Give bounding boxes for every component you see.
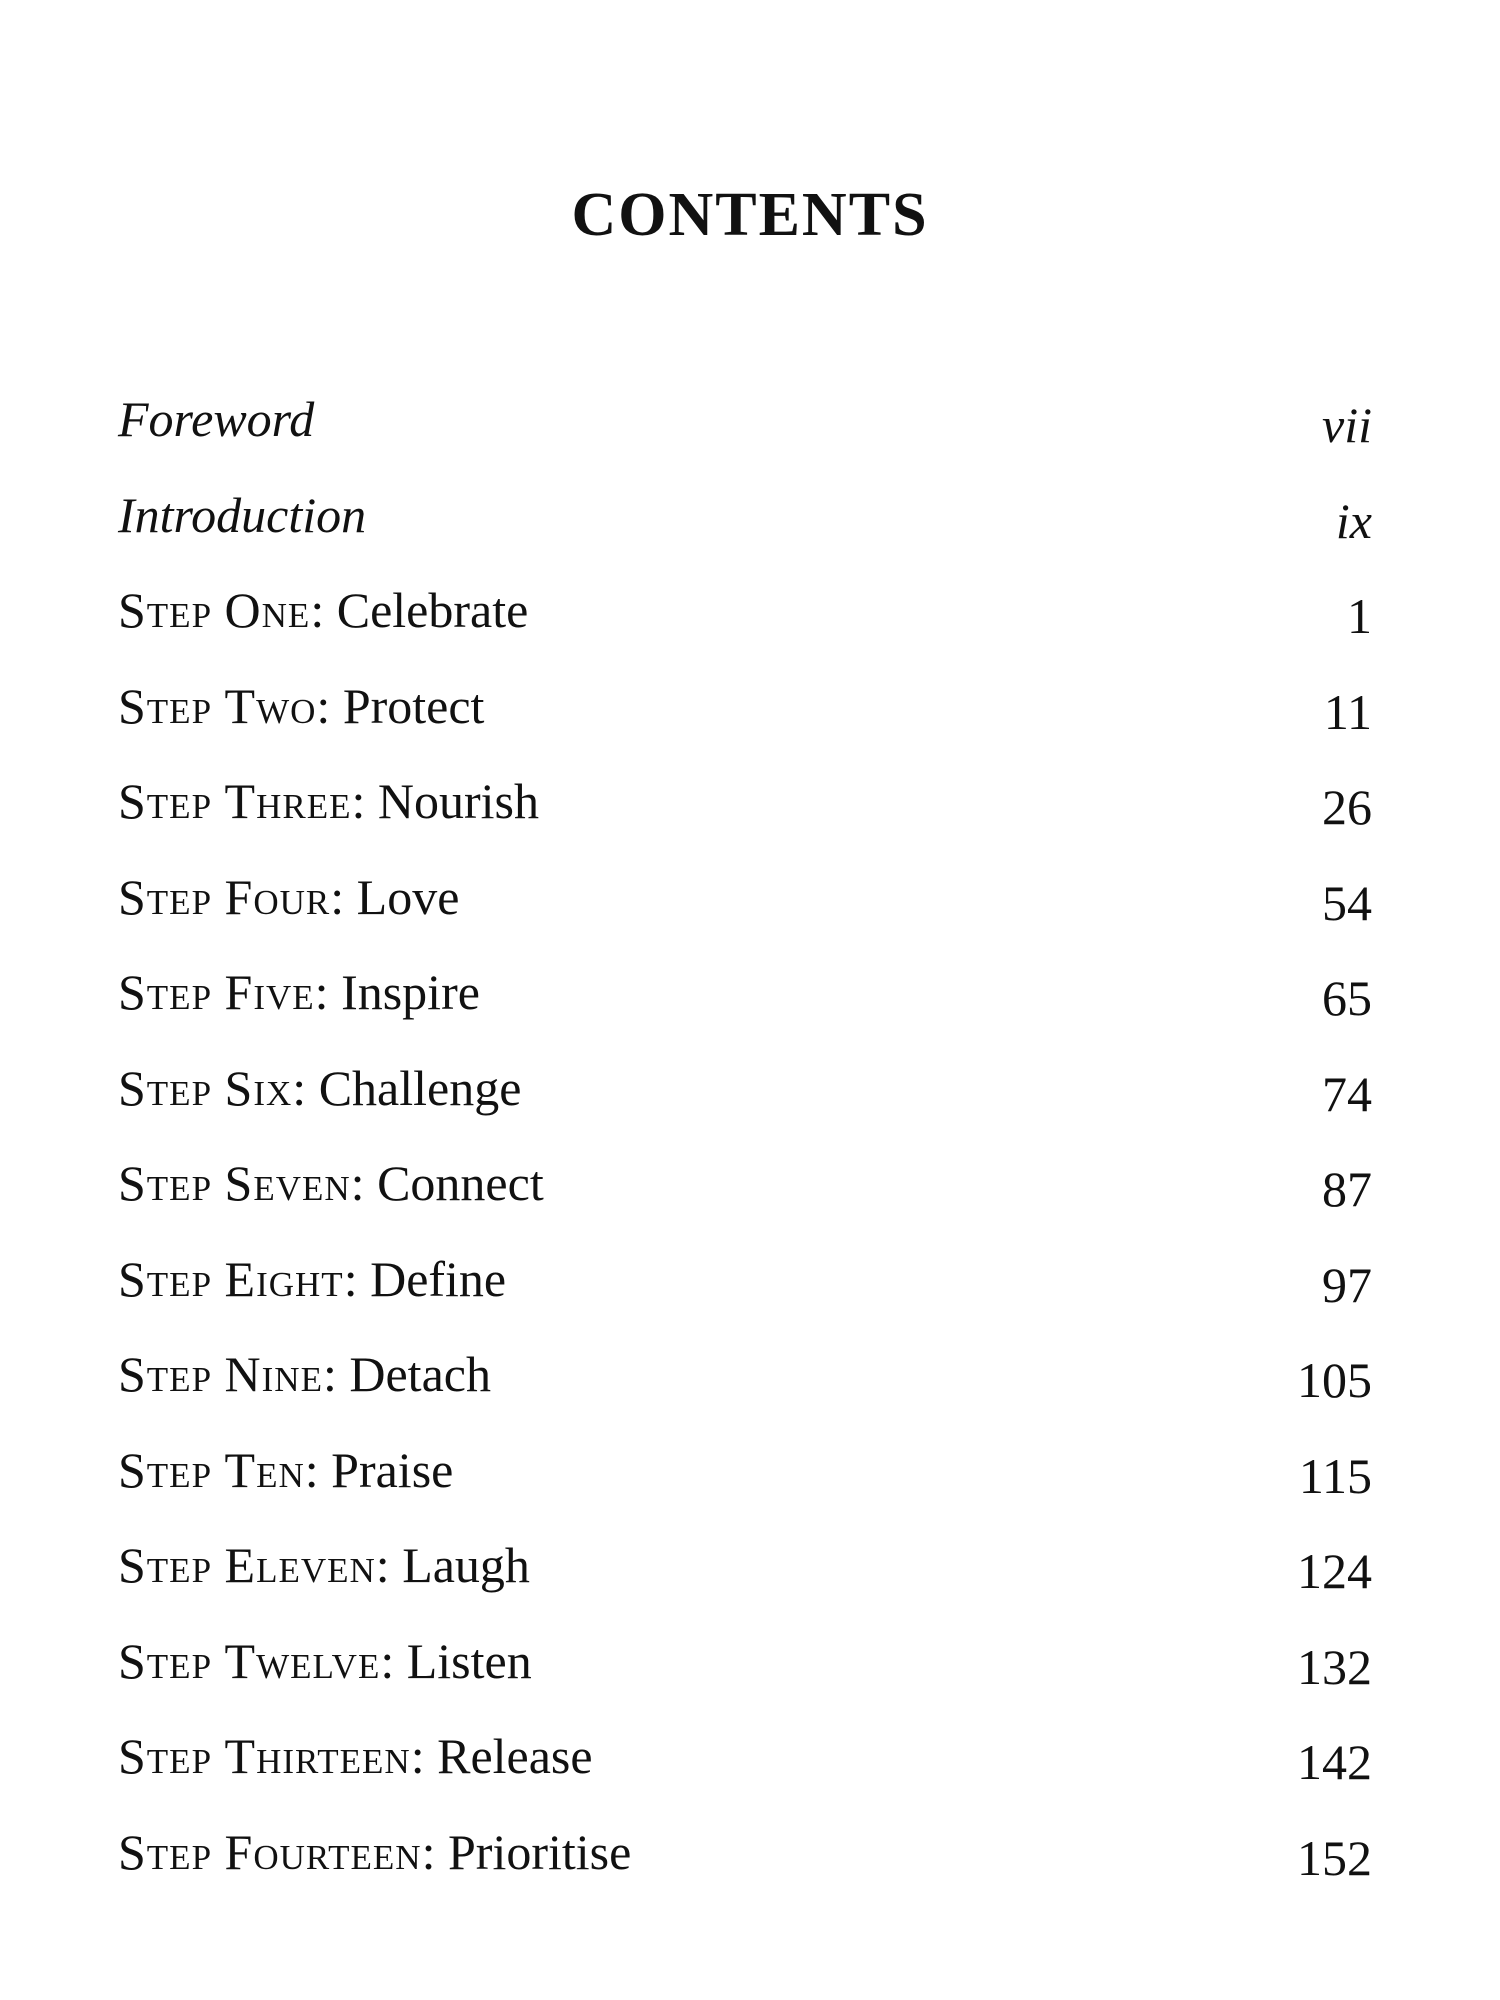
toc-entry-step-three[interactable] xyxy=(0,772,1500,868)
step-number: Ten xyxy=(224,1441,305,1498)
toc-entry-label: Step Eleven: Laugh xyxy=(118,1537,530,1593)
step-word: Step xyxy=(118,1728,213,1784)
toc-entry-page: 54 xyxy=(1322,874,1372,931)
toc-entry-label: Step Two: Protect xyxy=(118,677,485,734)
toc-entry-step-one[interactable] xyxy=(0,581,1500,677)
toc-entry-introduction[interactable] xyxy=(0,486,1500,582)
toc-entry-page: 132 xyxy=(1297,1638,1372,1695)
toc-entry-page: 152 xyxy=(1297,1829,1372,1886)
toc-entry-label: Step Eight: Define xyxy=(118,1250,507,1307)
toc-entry-step-four[interactable] xyxy=(0,868,1500,964)
toc-entry-label: Foreword xyxy=(118,391,315,447)
toc-entry-step-two[interactable] xyxy=(0,677,1500,773)
step-word: Step xyxy=(118,1250,213,1307)
step-title: Love xyxy=(356,868,460,925)
step-number: Six xyxy=(224,1059,293,1116)
toc-entry-label: Step Seven: Connect xyxy=(118,1155,544,1211)
step-word: Step xyxy=(118,1537,213,1593)
step-word: Step xyxy=(118,868,213,925)
step-number: Nine xyxy=(224,1346,323,1402)
step-title: Detach xyxy=(349,1346,491,1402)
toc-entry-step-ten[interactable] xyxy=(0,1441,1500,1537)
step-title: Release xyxy=(437,1728,593,1784)
step-word: Step xyxy=(118,1155,213,1211)
toc-entry-label: Step Twelve: Listen xyxy=(118,1632,532,1689)
toc-entry-label: Step Ten: Praise xyxy=(118,1441,454,1498)
toc-entry-label: Introduction xyxy=(118,486,367,543)
toc-entry-page: 1 xyxy=(1347,588,1372,644)
step-number: Eleven xyxy=(224,1537,376,1593)
step-word: Step xyxy=(118,582,213,638)
toc-entry-step-fourteen[interactable] xyxy=(0,1823,1500,1919)
step-title: Define xyxy=(370,1250,507,1307)
toc-entry-page: vii xyxy=(1322,397,1372,453)
step-word: Step xyxy=(118,1823,213,1880)
toc-entry-label: Step Thirteen: Release xyxy=(118,1728,593,1784)
toc-entry-page: 74 xyxy=(1322,1065,1372,1122)
toc-entry-step-twelve[interactable] xyxy=(0,1632,1500,1728)
step-title: Celebrate xyxy=(336,582,529,638)
step-number: Eight xyxy=(224,1250,344,1307)
step-number: Seven xyxy=(224,1155,351,1211)
toc-entry-page: 26 xyxy=(1322,779,1372,835)
step-number: Five xyxy=(224,964,315,1020)
step-word: Step xyxy=(118,1346,213,1402)
toc-entry-label: Step Six: Challenge xyxy=(118,1059,522,1116)
step-word: Step xyxy=(118,677,213,734)
toc-entry-step-nine[interactable] xyxy=(0,1345,1500,1441)
toc-entry-page: ix xyxy=(1335,492,1372,549)
toc-entry-label: Step Five: Inspire xyxy=(118,964,480,1020)
step-title: Challenge xyxy=(318,1059,522,1116)
step-word: Step xyxy=(118,964,213,1020)
toc-entry-page: 142 xyxy=(1297,1734,1372,1790)
step-title: Nourish xyxy=(377,773,539,829)
toc-entry-page: 11 xyxy=(1323,683,1372,740)
toc-entry-label: Step Fourteen: Prioritise xyxy=(118,1823,632,1880)
toc-entry-label: Step One: Celebrate xyxy=(118,582,529,638)
page-title: CONTENTS xyxy=(571,181,929,249)
step-number: One xyxy=(224,582,311,638)
step-number: Four xyxy=(224,868,331,925)
toc-entry-label: Step Nine: Detach xyxy=(118,1346,491,1402)
step-word: Step xyxy=(118,1632,213,1689)
toc-entry-page: 87 xyxy=(1322,1161,1372,1217)
step-number: Fourteen xyxy=(224,1823,422,1880)
step-word: Step xyxy=(118,773,213,829)
toc-entry-page: 115 xyxy=(1298,1447,1372,1504)
step-number: Twelve xyxy=(224,1632,381,1689)
table-of-contents xyxy=(0,390,1500,1918)
toc-entry-step-seven[interactable] xyxy=(0,1154,1500,1250)
step-title: Connect xyxy=(377,1155,544,1211)
step-number: Thirteen xyxy=(224,1728,411,1784)
step-title: Praise xyxy=(331,1441,454,1498)
step-number: Three xyxy=(224,773,352,829)
toc-entry-page: 124 xyxy=(1297,1543,1372,1599)
toc-entry-foreword[interactable] xyxy=(0,390,1500,486)
toc-entry-step-thirteen[interactable] xyxy=(0,1727,1500,1823)
step-number: Two xyxy=(224,677,317,734)
step-word: Step xyxy=(118,1441,213,1498)
toc-entry-page: 97 xyxy=(1322,1256,1372,1313)
step-title: Protect xyxy=(342,677,485,734)
step-title: Laugh xyxy=(402,1537,530,1593)
toc-entry-page: 105 xyxy=(1297,1352,1372,1408)
toc-entry-step-six[interactable] xyxy=(0,1059,1500,1155)
toc-entry-step-eleven[interactable] xyxy=(0,1536,1500,1632)
step-title: Inspire xyxy=(341,964,480,1020)
step-title: Listen xyxy=(406,1632,532,1689)
toc-entry-label: Step Four: Love xyxy=(118,868,460,925)
step-word: Step xyxy=(118,1059,213,1116)
toc-entry-step-eight[interactable] xyxy=(0,1250,1500,1346)
step-title: Prioritise xyxy=(447,1823,632,1880)
toc-entry-step-five[interactable] xyxy=(0,963,1500,1059)
toc-entry-page: 65 xyxy=(1322,970,1372,1026)
toc-entry-label: Step Three: Nourish xyxy=(118,773,539,829)
